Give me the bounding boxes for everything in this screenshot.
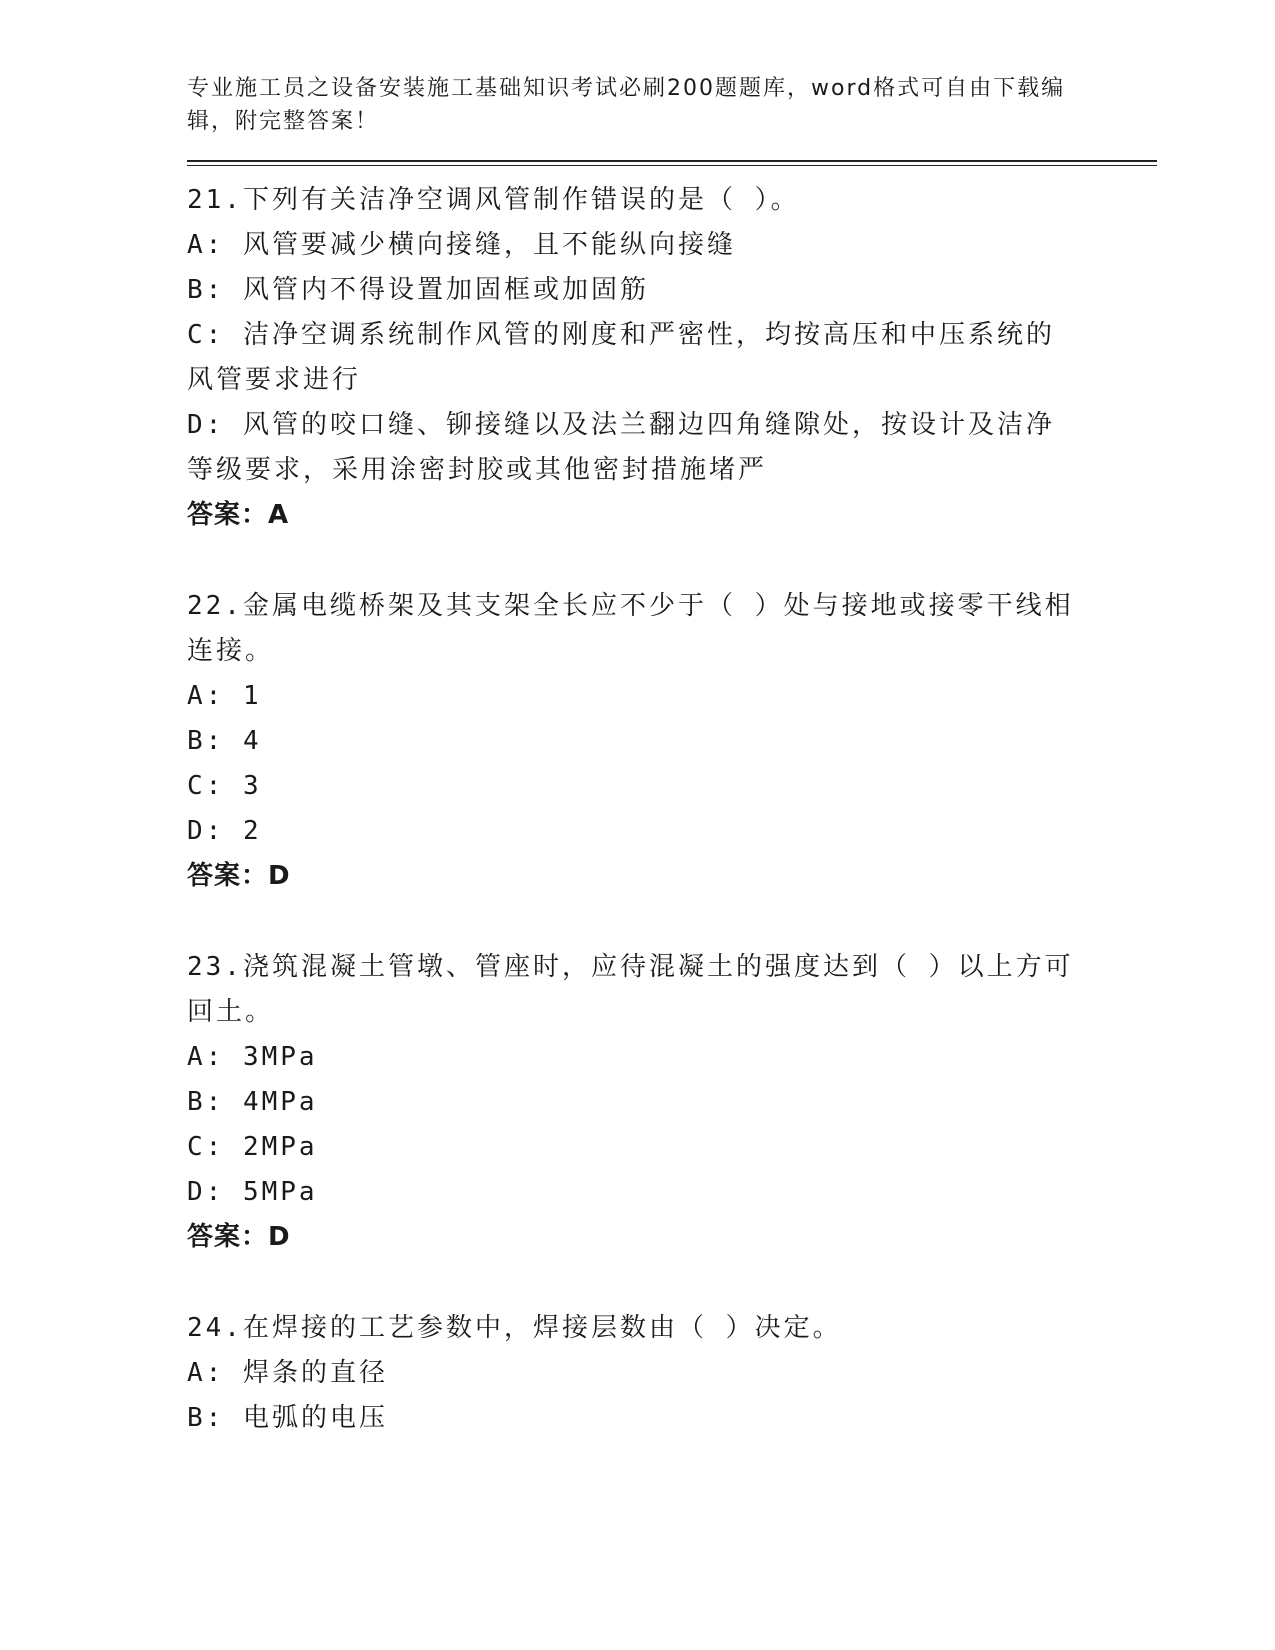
option-b: B: 风管内不得设置加固框或加固筋 — [187, 275, 649, 305]
answer-line: 答案：A — [187, 500, 290, 530]
question-23 — [187, 945, 1157, 1260]
question-stem: 22.金属电缆桥架及其支架全长应不少于（ ）处与接地或接零干线相连接。 — [187, 591, 1074, 666]
answer-line: 答案：D — [187, 861, 291, 891]
document-header: 专业施工员之设备安装施工基础知识考试必刷200题题库，word格式可自由下载编辑，附完整答案！ — [187, 76, 1066, 134]
option-c: C: 洁净空调系统制作风管的刚度和严密性，均按高压和中压系统的风管要求进行 — [187, 320, 1055, 395]
header-divider — [187, 160, 1157, 166]
answer-line: 答案：D — [187, 1222, 291, 1252]
question-list — [187, 178, 1157, 1441]
question-21 — [187, 178, 1157, 538]
option-a: A: 风管要减少横向接缝，且不能纵向接缝 — [187, 230, 736, 260]
question-stem: 23.浇筑混凝土管墩、管座时，应待混凝土的强度达到（ ）以上方可回土。 — [187, 952, 1074, 1027]
option-a: A: 1 — [187, 681, 262, 711]
question-22 — [187, 584, 1157, 899]
question-stem: 24.在焊接的工艺参数中，焊接层数由（ ）决定。 — [187, 1313, 842, 1343]
option-c: C: 2MPa — [187, 1132, 318, 1162]
question-24 — [187, 1306, 1157, 1441]
option-b: B: 电弧的电压 — [187, 1403, 388, 1433]
option-a: A: 焊条的直径 — [187, 1358, 388, 1388]
document-page — [187, 72, 1157, 1487]
option-d: D: 5MPa — [187, 1177, 318, 1207]
option-d: D: 风管的咬口缝、铆接缝以及法兰翻边四角缝隙处，按设计及洁净等级要求，采用涂密封胶或其他密封措施堵严 — [187, 410, 1055, 485]
option-c: C: 3 — [187, 771, 262, 801]
option-a: A: 3MPa — [187, 1042, 318, 1072]
question-stem: 21.下列有关洁净空调风管制作错误的是（ ）。 — [187, 185, 800, 215]
option-d: D: 2 — [187, 816, 262, 846]
option-b: B: 4MPa — [187, 1087, 318, 1117]
option-b: B: 4 — [187, 726, 262, 756]
